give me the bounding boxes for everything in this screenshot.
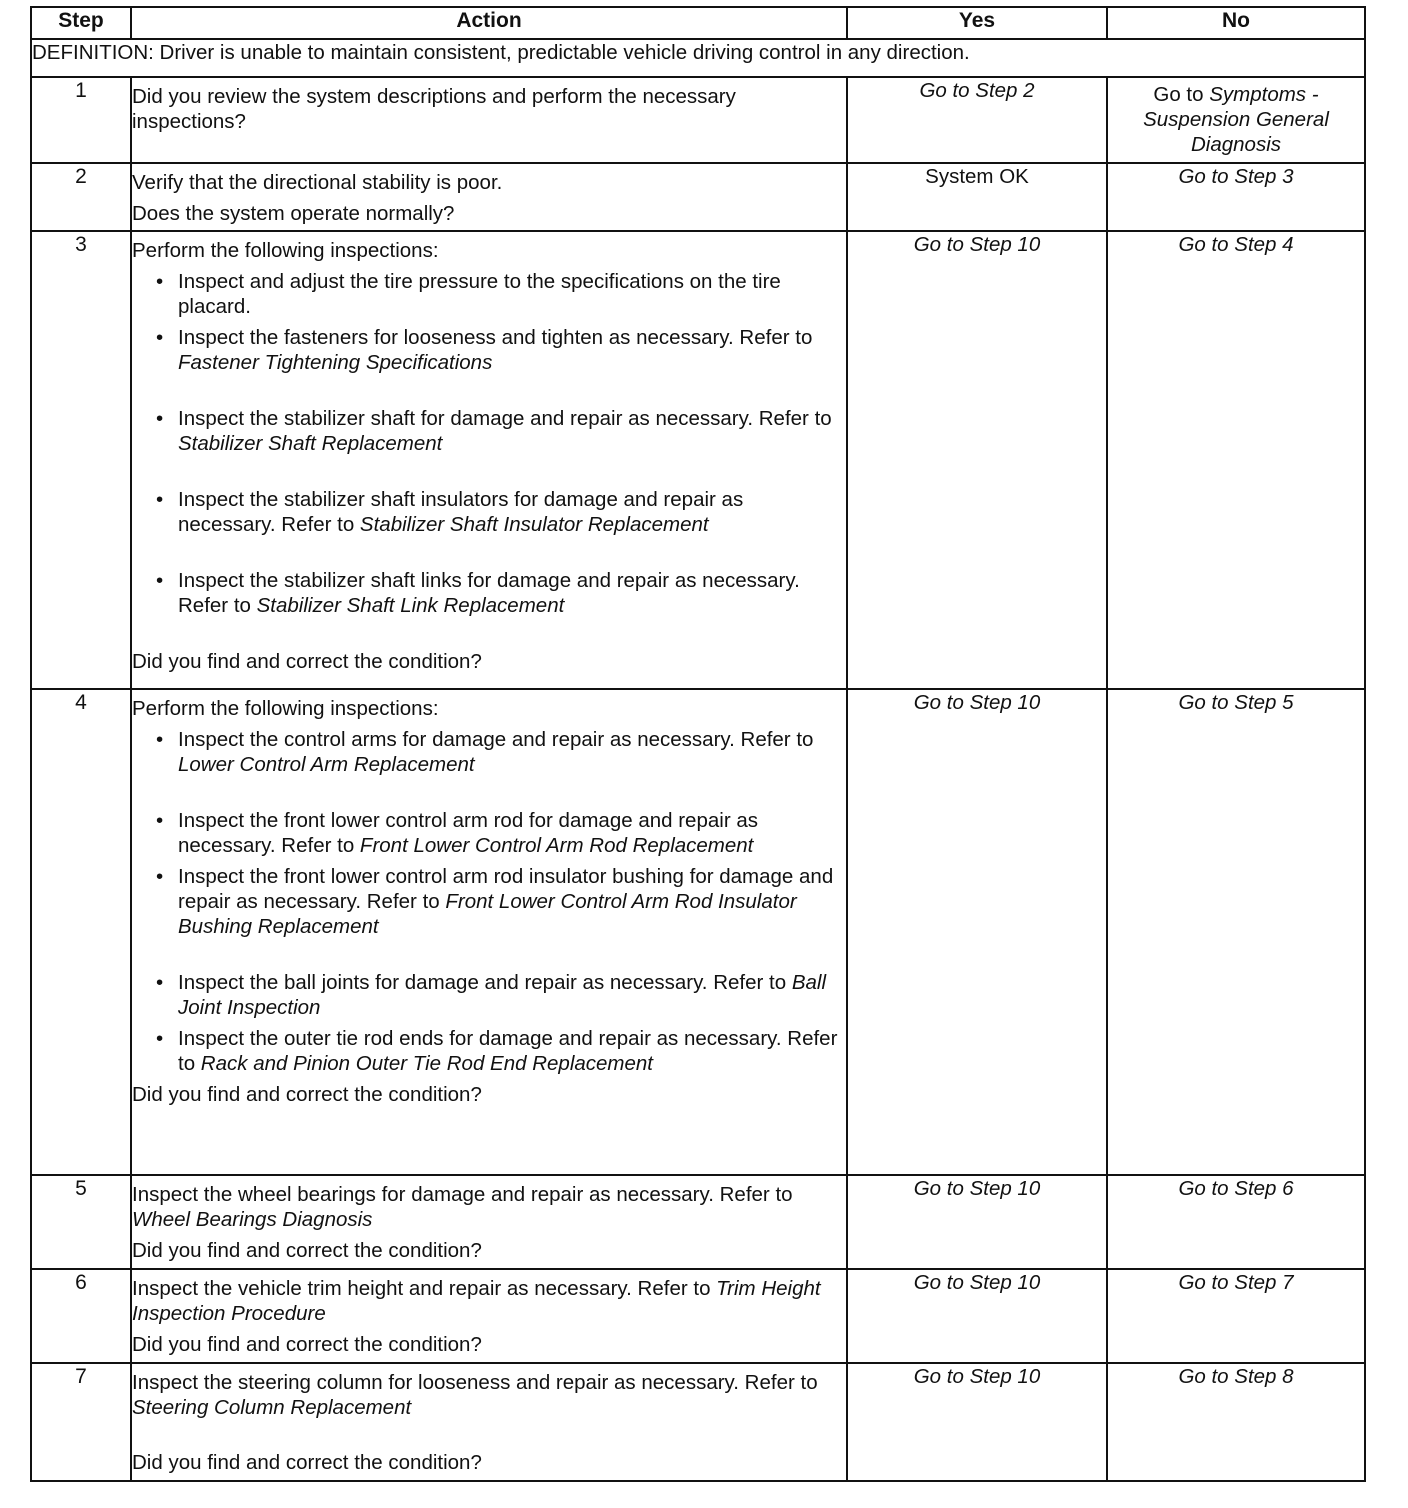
- yes-link[interactable]: Go to Step 10: [913, 1365, 1041, 1388]
- yes-result: [847, 231, 1107, 689]
- action-cell: [131, 689, 847, 1175]
- action-question: Did you find and correct the condition?: [132, 650, 482, 673]
- reference-link[interactable]: Front Lower Control Arm Rod Replacement: [359, 834, 754, 857]
- header-step: Step: [31, 7, 131, 39]
- step-number: 7: [31, 1363, 131, 1481]
- reference-link[interactable]: Lower Control Arm Replacement: [178, 753, 475, 776]
- reference-link[interactable]: Fastener Tightening Specifications: [178, 351, 493, 374]
- no-link[interactable]: Go to Step 7: [1178, 1271, 1294, 1294]
- no-result: [1107, 1363, 1365, 1481]
- action-intro: Perform the following inspections:: [132, 239, 439, 262]
- list-item: • Inspect the fasteners for looseness and tighten as necessary. Refer to Fastener Tightening Specifications: [178, 325, 846, 375]
- action-cell: [131, 1175, 847, 1269]
- reference-link[interactable]: Stabilizer Shaft Replacement: [178, 432, 443, 455]
- no-link[interactable]: Go to Step 4: [1178, 233, 1294, 256]
- yes-link[interactable]: Go to Step 10: [913, 1177, 1041, 1200]
- no-link[interactable]: Go to Step 8: [1178, 1365, 1294, 1388]
- no-link[interactable]: Symptoms - Suspension General Diagnosis: [1143, 83, 1329, 156]
- no-link[interactable]: Go to Step 5: [1178, 691, 1294, 714]
- no-result: [1107, 1175, 1365, 1269]
- diagnostic-table: [30, 6, 1366, 1482]
- no-result: [1107, 689, 1365, 1175]
- table-row: [31, 689, 1365, 1175]
- yes-link[interactable]: Go to Step 10: [913, 1271, 1041, 1294]
- inspection-list: [132, 727, 846, 1076]
- list-item: • Inspect the control arms for damage and repair as necessary. Refer to Lower Control Arm Replacement: [178, 727, 846, 777]
- action-text: Inspect the wheel bearings for damage and repair as necessary. Refer to Wheel Bearings Diagnosis: [132, 1183, 793, 1231]
- action-question: Does the system operate normally?: [132, 202, 455, 225]
- action-cell: [131, 1269, 847, 1363]
- yes-result: [847, 1363, 1107, 1481]
- yes-link[interactable]: Go to Step 2: [919, 79, 1035, 102]
- reference-link[interactable]: Trim Height Inspection Procedure: [132, 1277, 821, 1325]
- no-prefix: Go to: [1153, 83, 1210, 106]
- list-item: • Inspect the stabilizer shaft for damage and repair as necessary. Refer to Stabilizer Shaft Replacement: [178, 406, 846, 456]
- reference-link[interactable]: Stabilizer Shaft Insulator Replacement: [359, 513, 709, 536]
- header-yes: Yes: [847, 7, 1107, 39]
- reference-link[interactable]: Rack and Pinion Outer Tie Rod End Replacement: [200, 1052, 653, 1075]
- list-item: • Inspect the ball joints for damage and repair as necessary. Refer to Ball Joint Inspection: [178, 970, 846, 1020]
- action-text: Did you review the system descriptions and perform the necessary inspections?: [132, 85, 736, 133]
- reference-link[interactable]: Steering Column Replacement: [132, 1396, 412, 1419]
- action-cell: [131, 1363, 847, 1481]
- action-cell: [131, 163, 847, 231]
- step-number: 4: [31, 689, 131, 1175]
- yes-result: [847, 77, 1107, 163]
- step-number: 1: [31, 77, 131, 163]
- no-result: [1107, 163, 1365, 231]
- reference-link[interactable]: Stabilizer Shaft Link Replacement: [256, 594, 565, 617]
- action-text: Inspect the steering column for looseness and repair as necessary. Refer to Steering Column Replacement: [132, 1371, 818, 1419]
- reference-link[interactable]: Wheel Bearings Diagnosis: [132, 1208, 373, 1231]
- list-item: • Inspect the outer tie rod ends for damage and repair as necessary. Refer to Rack and Pinion Outer Tie Rod End Replacement: [178, 1026, 846, 1076]
- action-text: Inspect the vehicle trim height and repair as necessary. Refer to Trim Height Inspection Procedure: [132, 1277, 821, 1325]
- diagnostic-page: [30, 6, 1364, 1482]
- action-intro: Perform the following inspections:: [132, 697, 439, 720]
- header-action: Action: [131, 7, 847, 39]
- table-row: [31, 77, 1365, 163]
- table-row: [31, 163, 1365, 231]
- yes-result: [847, 1269, 1107, 1363]
- step-number: 6: [31, 1269, 131, 1363]
- action-text: Verify that the directional stability is poor.: [132, 171, 503, 194]
- no-link[interactable]: Go to Step 3: [1178, 165, 1294, 188]
- list-item: • Inspect the stabilizer shaft links for damage and repair as necessary. Refer to Stabilizer Shaft Link Replacement: [178, 568, 846, 618]
- table-row: [31, 231, 1365, 689]
- reference-link[interactable]: Ball Joint Inspection: [178, 971, 826, 1019]
- reference-link[interactable]: Front Lower Control Arm Rod Insulator Bushing Replacement: [178, 890, 797, 938]
- no-result: [1107, 1269, 1365, 1363]
- definition-row: [31, 39, 1365, 77]
- action-question: Did you find and correct the condition?: [132, 1083, 482, 1106]
- list-item: • Inspect and adjust the tire pressure to the specifications on the tire placard.: [178, 269, 846, 319]
- no-result: [1107, 231, 1365, 689]
- no-result: [1107, 77, 1365, 163]
- header-no: No: [1107, 7, 1365, 39]
- yes-link[interactable]: Go to Step 10: [913, 233, 1041, 256]
- table-row: [31, 1363, 1365, 1481]
- table-row: [31, 1269, 1365, 1363]
- step-number: 3: [31, 231, 131, 689]
- action-cell: [131, 231, 847, 689]
- yes-result: [847, 689, 1107, 1175]
- yes-result: [847, 1175, 1107, 1269]
- list-item: • Inspect the front lower control arm rod insulator bushing for damage and repair as necessary. Refer to Front Lower Control Arm Rod Insulator Bushing Replacement: [178, 864, 846, 939]
- step-number: 2: [31, 163, 131, 231]
- action-question: Did you find and correct the condition?: [132, 1333, 482, 1356]
- definition-text: DEFINITION: Driver is unable to maintain consistent, predictable vehicle driving control in any direction.: [31, 39, 1365, 77]
- action-cell: [131, 77, 847, 163]
- action-question: Did you find and correct the condition?: [132, 1451, 482, 1474]
- list-item: • Inspect the stabilizer shaft insulators for damage and repair as necessary. Refer to Stabilizer Shaft Insulator Replacement: [178, 487, 846, 537]
- step-number: 5: [31, 1175, 131, 1269]
- no-link[interactable]: Go to Step 6: [1178, 1177, 1294, 1200]
- yes-result: [847, 163, 1107, 231]
- yes-link[interactable]: Go to Step 10: [913, 691, 1041, 714]
- yes-text: System OK: [925, 165, 1029, 188]
- table-row: [31, 1175, 1365, 1269]
- inspection-list: [132, 269, 846, 618]
- list-item: • Inspect the front lower control arm rod for damage and repair as necessary. Refer to Front Lower Control Arm Rod Replacement: [178, 808, 846, 858]
- action-question: Did you find and correct the condition?: [132, 1239, 482, 1262]
- header-row: [31, 7, 1365, 39]
